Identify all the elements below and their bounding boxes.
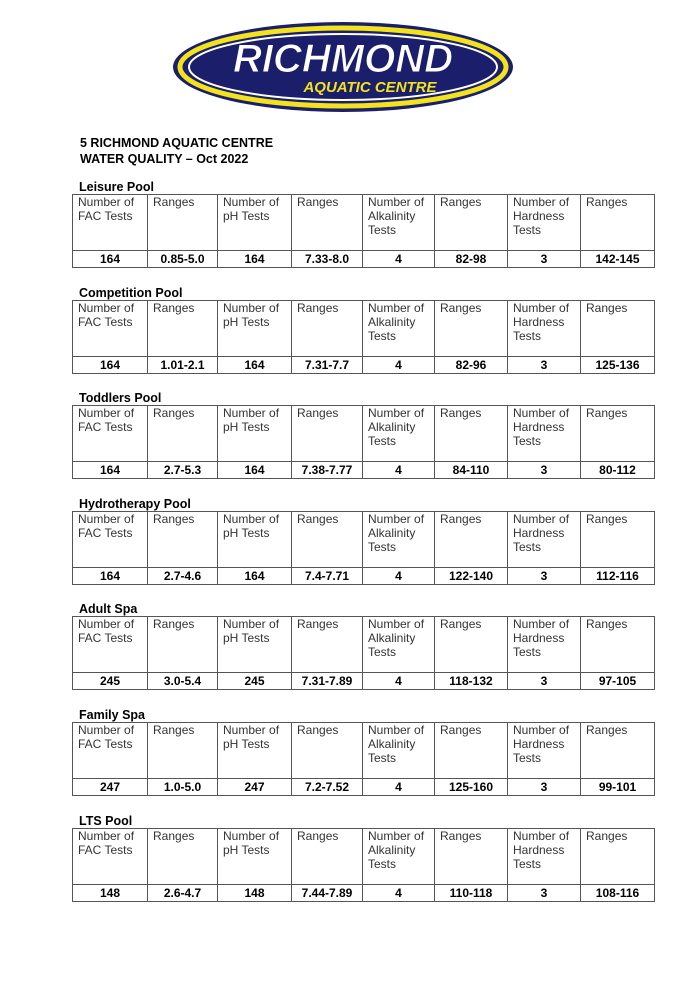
richmond-logo [170, 20, 516, 114]
column-header: Ranges [435, 195, 508, 251]
table-cell: 247 [218, 779, 292, 796]
column-header: Number of Alkalinity Tests [363, 617, 435, 673]
table-header-row [73, 829, 655, 885]
column-header: Number of Hardness Tests [508, 512, 581, 568]
column-header: Number of FAC Tests [73, 617, 148, 673]
column-header: Number of Alkalinity Tests [363, 829, 435, 885]
column-header: Ranges [435, 617, 508, 673]
table-cell: 2.7-5.3 [148, 462, 218, 479]
table-cell: 1.01-2.1 [148, 357, 218, 374]
water-quality-table [72, 300, 655, 374]
pool-name: Toddlers Pool [79, 391, 162, 405]
column-header: Ranges [581, 829, 655, 885]
column-header: Number of pH Tests [218, 195, 292, 251]
table-cell: 142-145 [581, 251, 655, 268]
table-cell: 4 [363, 462, 435, 479]
table-cell: 125-136 [581, 357, 655, 374]
table-cell: 99-101 [581, 779, 655, 796]
table-cell: 148 [218, 885, 292, 902]
pool-name: Hydrotherapy Pool [79, 497, 191, 511]
pool-section [72, 708, 654, 796]
column-header: Number of FAC Tests [73, 195, 148, 251]
table-cell: 7.4-7.71 [292, 568, 363, 585]
heading-line-1: 5 RICHMOND AQUATIC CENTRE [80, 136, 274, 150]
table-header-row [73, 406, 655, 462]
water-quality-table [72, 722, 655, 796]
table-row [73, 357, 655, 374]
water-quality-table [72, 616, 655, 690]
column-header: Ranges [581, 406, 655, 462]
pool-name: Leisure Pool [79, 180, 155, 194]
column-header: Number of FAC Tests [73, 301, 148, 357]
table-cell: 108-116 [581, 885, 655, 902]
column-header: Ranges [581, 195, 655, 251]
column-header: Number of FAC Tests [73, 512, 148, 568]
column-header: Ranges [435, 301, 508, 357]
column-header: Number of FAC Tests [73, 406, 148, 462]
table-cell: 164 [218, 251, 292, 268]
pool-section [72, 180, 654, 268]
column-header: Ranges [435, 723, 508, 779]
table-cell: 245 [73, 673, 148, 690]
table-cell: 82-96 [435, 357, 508, 374]
column-header: Number of FAC Tests [73, 829, 148, 885]
table-cell: 164 [73, 462, 148, 479]
column-header: Number of pH Tests [218, 301, 292, 357]
table-cell: 3 [508, 885, 581, 902]
table-cell: 125-160 [435, 779, 508, 796]
column-header: Ranges [435, 406, 508, 462]
column-header: Ranges [148, 723, 218, 779]
pool-section [72, 814, 654, 902]
table-cell: 4 [363, 568, 435, 585]
table-cell: 7.38-7.77 [292, 462, 363, 479]
table-row [73, 251, 655, 268]
table-cell: 7.31-7.89 [292, 673, 363, 690]
pool-name: Competition Pool [79, 286, 183, 300]
column-header: Number of Alkalinity Tests [363, 723, 435, 779]
table-cell: 2.7-4.6 [148, 568, 218, 585]
water-quality-table [72, 828, 655, 902]
table-cell: 7.33-8.0 [292, 251, 363, 268]
table-cell: 245 [218, 673, 292, 690]
table-cell: 4 [363, 673, 435, 690]
table-cell: 1.0-5.0 [148, 779, 218, 796]
table-cell: 247 [73, 779, 148, 796]
table-cell: 7.44-7.89 [292, 885, 363, 902]
column-header: Number of Hardness Tests [508, 723, 581, 779]
column-header: Number of pH Tests [218, 406, 292, 462]
table-cell: 0.85-5.0 [148, 251, 218, 268]
column-header: Ranges [581, 723, 655, 779]
column-header: Number of Hardness Tests [508, 829, 581, 885]
table-cell: 3 [508, 251, 581, 268]
logo-main-text: RICHMOND [233, 37, 453, 81]
table-cell: 4 [363, 885, 435, 902]
table-cell: 148 [73, 885, 148, 902]
column-header: Ranges [148, 195, 218, 251]
table-cell: 7.2-7.52 [292, 779, 363, 796]
column-header: Ranges [148, 301, 218, 357]
pool-section [72, 497, 654, 585]
column-header: Number of pH Tests [218, 829, 292, 885]
column-header: Ranges [292, 617, 363, 673]
water-quality-table [72, 511, 655, 585]
column-header: Number of Alkalinity Tests [363, 195, 435, 251]
pool-section [72, 602, 654, 690]
column-header: Ranges [148, 617, 218, 673]
column-header: Ranges [292, 512, 363, 568]
pool-section [72, 286, 654, 374]
table-cell: 3.0-5.4 [148, 673, 218, 690]
table-cell: 3 [508, 462, 581, 479]
column-header: Number of pH Tests [218, 512, 292, 568]
table-row [73, 779, 655, 796]
column-header: Number of Hardness Tests [508, 617, 581, 673]
column-header: Number of Alkalinity Tests [363, 301, 435, 357]
column-header: Number of Alkalinity Tests [363, 406, 435, 462]
column-header: Number of Hardness Tests [508, 301, 581, 357]
table-cell: 4 [363, 779, 435, 796]
column-header: Number of Hardness Tests [508, 406, 581, 462]
table-cell: 122-140 [435, 568, 508, 585]
pool-name: Adult Spa [79, 602, 138, 616]
table-row [73, 673, 655, 690]
table-cell: 164 [218, 462, 292, 479]
table-row [73, 568, 655, 585]
table-cell: 3 [508, 673, 581, 690]
logo-sub-text: AQUATIC CENTRE [303, 79, 437, 96]
table-cell: 2.6-4.7 [148, 885, 218, 902]
column-header: Ranges [581, 617, 655, 673]
heading-line-2: WATER QUALITY – Oct 2022 [80, 152, 249, 166]
table-cell: 3 [508, 357, 581, 374]
table-cell: 164 [218, 568, 292, 585]
table-cell: 110-118 [435, 885, 508, 902]
column-header: Number of FAC Tests [73, 723, 148, 779]
column-header: Ranges [581, 512, 655, 568]
table-cell: 4 [363, 251, 435, 268]
table-cell: 3 [508, 568, 581, 585]
column-header: Ranges [292, 301, 363, 357]
table-cell: 82-98 [435, 251, 508, 268]
water-quality-table [72, 194, 655, 268]
column-header: Ranges [148, 406, 218, 462]
column-header: Ranges [148, 829, 218, 885]
column-header: Ranges [292, 829, 363, 885]
table-header-row [73, 617, 655, 673]
water-quality-table [72, 405, 655, 479]
column-header: Number of pH Tests [218, 723, 292, 779]
column-header: Number of Alkalinity Tests [363, 512, 435, 568]
column-header: Ranges [292, 195, 363, 251]
table-cell: 118-132 [435, 673, 508, 690]
column-header: Ranges [292, 723, 363, 779]
table-row [73, 462, 655, 479]
column-header: Number of pH Tests [218, 617, 292, 673]
table-cell: 3 [508, 779, 581, 796]
table-cell: 80-112 [581, 462, 655, 479]
column-header: Ranges [292, 406, 363, 462]
table-cell: 97-105 [581, 673, 655, 690]
table-cell: 164 [73, 568, 148, 585]
table-cell: 164 [73, 251, 148, 268]
table-header-row [73, 723, 655, 779]
column-header: Number of Hardness Tests [508, 195, 581, 251]
table-header-row [73, 301, 655, 357]
table-cell: 164 [218, 357, 292, 374]
column-header: Ranges [581, 301, 655, 357]
table-header-row [73, 195, 655, 251]
table-header-row [73, 512, 655, 568]
table-row [73, 885, 655, 902]
document-heading [80, 135, 273, 167]
column-header: Ranges [435, 829, 508, 885]
table-cell: 84-110 [435, 462, 508, 479]
column-header: Ranges [435, 512, 508, 568]
table-cell: 164 [73, 357, 148, 374]
pool-name: LTS Pool [79, 814, 133, 828]
pool-section [72, 391, 654, 479]
column-header: Ranges [148, 512, 218, 568]
table-cell: 112-116 [581, 568, 655, 585]
table-cell: 4 [363, 357, 435, 374]
pool-name: Family Spa [79, 708, 145, 722]
table-cell: 7.31-7.7 [292, 357, 363, 374]
